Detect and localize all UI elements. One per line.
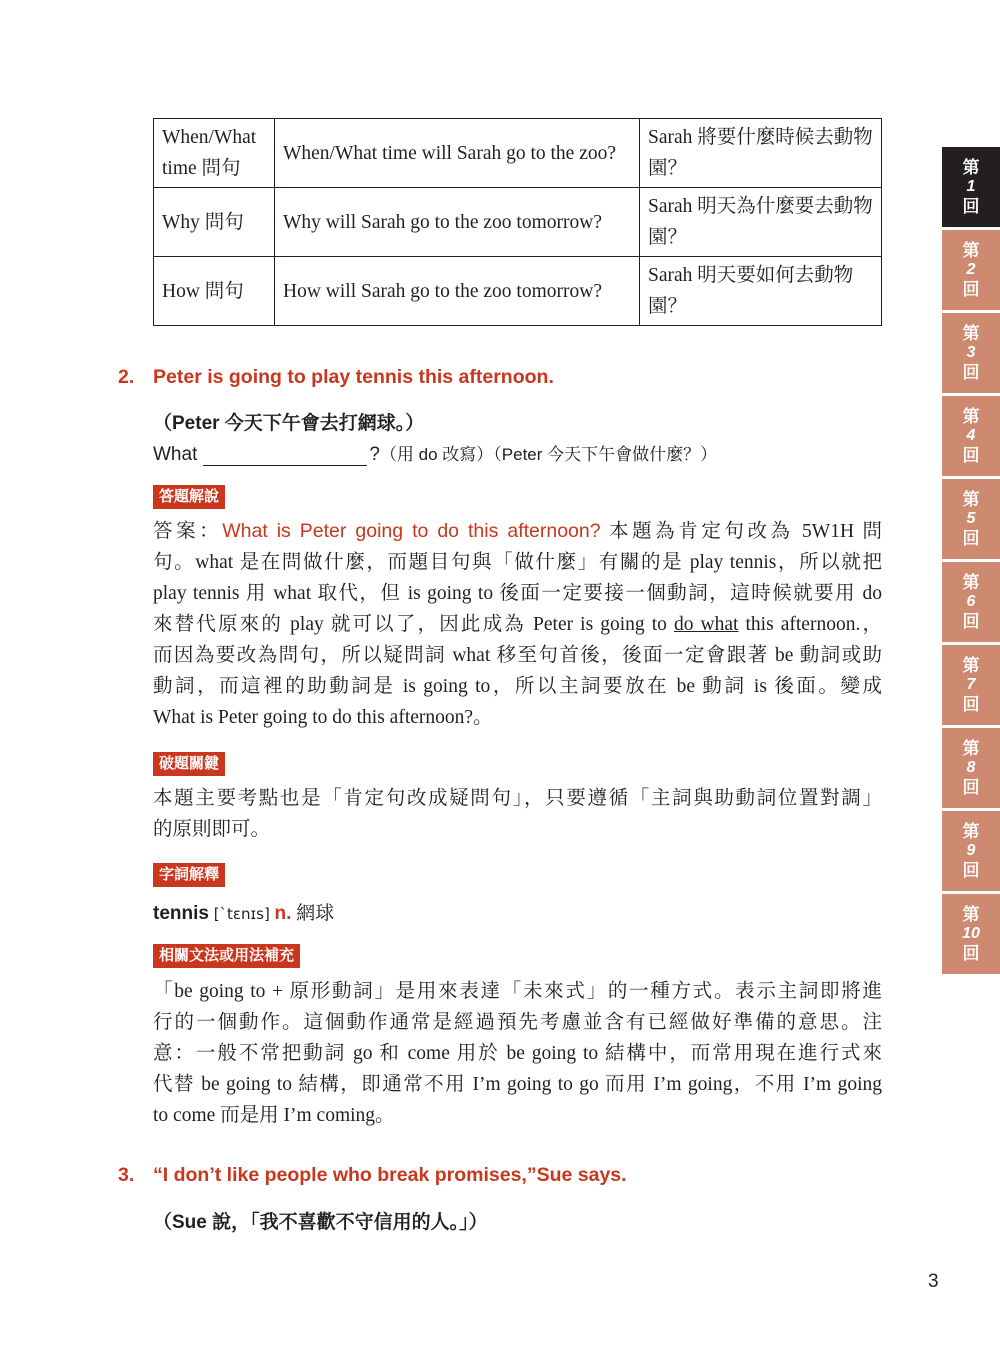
vocab-pronunciation: [ˋtɛnɪs] bbox=[213, 905, 270, 923]
answer-text: What is Peter going to do this afternoon? bbox=[222, 520, 601, 542]
tab-label-top: 第 bbox=[962, 158, 980, 177]
chapter-tabs bbox=[942, 147, 1000, 977]
vocab-meaning: 網球 bbox=[296, 903, 335, 924]
tab-label-top: 第 bbox=[962, 241, 980, 260]
explanation-text: 本題為肯定句改為 5W1H 問 bbox=[609, 521, 882, 542]
tab-label-bottom: 回 bbox=[962, 446, 980, 465]
question-sentence: Peter is going to play tennis this afternoon. bbox=[153, 366, 554, 388]
table-cell-translation: Sarah 明天要如何去動物園？ bbox=[640, 257, 882, 326]
chapter-tab-4[interactable] bbox=[942, 396, 1000, 476]
question-number: 2. bbox=[118, 366, 135, 388]
tab-label-top: 第 bbox=[962, 905, 980, 924]
tab-label-top: 第 bbox=[962, 739, 980, 758]
table-cell-type: How 問句 bbox=[154, 257, 275, 326]
key-point-line: 本題主要考點也是「肯定句改成疑問句」，只要遵循「主詞與助動詞位置對調」 bbox=[153, 788, 882, 809]
vocabulary-tag: 字詞解釋 bbox=[153, 863, 225, 887]
explanation-line: 句。what 是在問做什麼，而題目句與「做什麼」有關的是 play tennis，所以就把 bbox=[153, 552, 882, 573]
chapter-tab-9[interactable] bbox=[942, 811, 1000, 891]
key-point-line: 的原則即可。 bbox=[153, 819, 271, 840]
answer-explanation bbox=[153, 516, 882, 733]
answer-explanation-tag: 答題解說 bbox=[153, 485, 225, 509]
table-cell-translation: Sarah 將要什麼時候去動物園？ bbox=[640, 119, 882, 188]
tab-number: 9 bbox=[966, 842, 976, 859]
tab-number: 8 bbox=[966, 759, 976, 776]
table-row bbox=[154, 188, 882, 257]
vocab-part-of-speech: n. bbox=[274, 903, 292, 924]
vocab-word: tennis bbox=[153, 903, 209, 924]
chapter-tab-6[interactable] bbox=[942, 562, 1000, 642]
chapter-tab-5[interactable] bbox=[942, 479, 1000, 559]
table-row bbox=[154, 119, 882, 188]
key-point-text bbox=[153, 783, 882, 845]
question-type-table bbox=[153, 118, 882, 326]
grammar-supplement-tag: 相關文法或用法補充 bbox=[153, 944, 300, 968]
prompt-note: （用 do 改寫）（Peter 今天下午會做什麼？） bbox=[379, 445, 718, 464]
question-3-heading bbox=[118, 1164, 627, 1187]
explanation-line bbox=[153, 516, 882, 547]
explanation-line bbox=[153, 609, 882, 640]
tab-label-bottom: 回 bbox=[962, 197, 980, 216]
grammar-line: 代替 be going to 結構，即通常不用 I’m going to go 而用 I’m going，不用 I’m going bbox=[153, 1074, 882, 1095]
tab-number: 10 bbox=[962, 925, 980, 942]
grammar-line: 「be going to + 原形動詞」是用來表達「未來式」的一種方式。表示主詞即將進 bbox=[153, 981, 882, 1002]
table-cell-translation: Sarah 明天為什麼要去動物園？ bbox=[640, 188, 882, 257]
tab-number: 5 bbox=[966, 510, 976, 527]
grammar-supplement-text bbox=[153, 976, 882, 1131]
tab-number: 6 bbox=[966, 593, 976, 610]
tab-label-bottom: 回 bbox=[962, 861, 980, 880]
explanation-text: this afternoon.， bbox=[738, 614, 883, 635]
tab-label-bottom: 回 bbox=[962, 280, 980, 299]
explanation-line: 而因為要改為問句，所以疑問詞 what 移至句首後，後面一定會跟著 be 動詞或助 bbox=[153, 645, 882, 666]
tab-label-bottom: 回 bbox=[962, 695, 980, 714]
prompt-word: What bbox=[153, 444, 198, 465]
table-cell-question: When/What time will Sarah go to the zoo? bbox=[275, 119, 640, 188]
vocabulary-entry bbox=[153, 898, 334, 925]
chapter-tab-3[interactable] bbox=[942, 313, 1000, 393]
tab-number: 1 bbox=[966, 178, 976, 195]
tab-label-bottom: 回 bbox=[962, 529, 980, 548]
grammar-line: to come 而是用 I’m coming。 bbox=[153, 1105, 395, 1126]
tab-label-bottom: 回 bbox=[962, 778, 980, 797]
question-2-heading bbox=[118, 366, 554, 389]
prompt-end: ? bbox=[369, 444, 380, 465]
answer-prefix: 答案： bbox=[153, 521, 223, 542]
table-cell-type: Why 問句 bbox=[154, 188, 275, 257]
tab-number: 7 bbox=[966, 676, 976, 693]
tab-number: 3 bbox=[966, 344, 976, 361]
table-cell-question: Why will Sarah go to the zoo tomorrow? bbox=[275, 188, 640, 257]
chapter-tab-7[interactable] bbox=[942, 645, 1000, 725]
explanation-line: What is Peter going to do this afternoon?。 bbox=[153, 707, 493, 728]
tab-label-bottom: 回 bbox=[962, 363, 980, 382]
page-number: 3 bbox=[928, 1271, 939, 1292]
tab-label-top: 第 bbox=[962, 822, 980, 841]
explanation-text: 來替代原來的 play 就可以了，因此成為 Peter is going to bbox=[153, 614, 674, 635]
tab-label-top: 第 bbox=[962, 490, 980, 509]
table-cell-question: How will Sarah go to the zoo tomorrow? bbox=[275, 257, 640, 326]
answer-blank bbox=[203, 445, 367, 466]
chapter-tab-10[interactable] bbox=[942, 894, 1000, 974]
tab-label-top: 第 bbox=[962, 324, 980, 343]
tab-label-bottom: 回 bbox=[962, 612, 980, 631]
chapter-tab-1[interactable] bbox=[942, 147, 1000, 227]
tab-number: 4 bbox=[966, 427, 976, 444]
underlined-phrase: do what bbox=[673, 614, 739, 635]
tab-number: 2 bbox=[966, 261, 976, 278]
key-point-tag: 破題關鍵 bbox=[153, 752, 225, 776]
chapter-tab-8[interactable] bbox=[942, 728, 1000, 808]
tab-label-bottom: 回 bbox=[962, 944, 980, 963]
explanation-line: 動詞，而這裡的助動詞是 is going to，所以主詞要放在 be 動詞 is 後面。變成 bbox=[153, 676, 882, 697]
chapter-tab-2[interactable] bbox=[942, 230, 1000, 310]
explanation-line: play tennis 用 what 取代，但 is going to 後面一定要接一個動詞，這時候就要用 do bbox=[153, 583, 882, 604]
tab-label-top: 第 bbox=[962, 573, 980, 592]
table-row bbox=[154, 257, 882, 326]
grammar-line: 意：一般不常把動詞 go 和 come 用於 be going to 結構中，而常用現在進行式來 bbox=[153, 1043, 882, 1064]
fill-in-prompt bbox=[153, 440, 717, 466]
question-3-translation: （Sue 說，「我不喜歡不守信用的人。」） bbox=[153, 1212, 488, 1233]
grammar-line: 行的一個動作。這個動作通常是經過預先考慮並含有已經做好準備的意思。注 bbox=[153, 1012, 882, 1033]
question-sentence: “I don’t like people who break promises,”Sue says. bbox=[153, 1164, 627, 1186]
table-cell-type: When/What time 問句 bbox=[154, 119, 275, 188]
question-number: 3. bbox=[118, 1164, 135, 1186]
tab-label-top: 第 bbox=[962, 407, 980, 426]
tab-label-top: 第 bbox=[962, 656, 980, 675]
question-2-translation: （Peter 今天下午會去打網球。） bbox=[153, 413, 425, 434]
